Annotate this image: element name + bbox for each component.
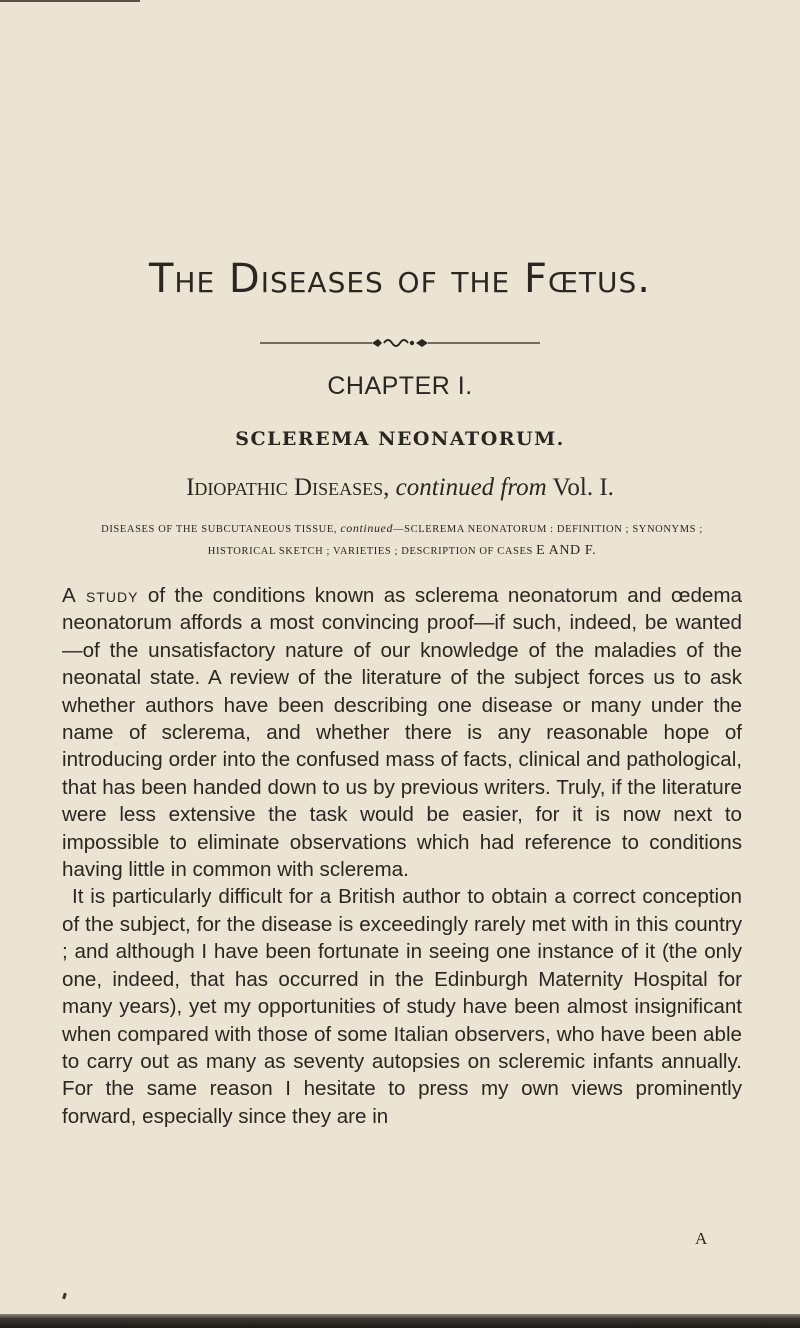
synopsis-continued: continued bbox=[340, 521, 394, 535]
chapter-subject: SCLEREMA NEONATORUM. bbox=[235, 428, 565, 450]
chapter-number: CHAPTER I. bbox=[327, 372, 473, 400]
section-heading-volume: Vol. I. bbox=[552, 474, 614, 501]
paragraph-1 bbox=[62, 582, 742, 883]
paragraph-1-text: of the conditions known as sclerema neonatorum and œdema neonatorum affords a most convincing proof—if such, indeed, be wanted—of the unsatisfactory nature of our knowledge of the maladies of the neonatal state. A review of the literature of the subject forces us to ask whether authors have been describing one disease or many under the name of sclerema, and whether there is any reasonable hope of introducing order into the confused mass of facts, clinical and pathological, that has been handed down to us by previous writers. Truly, if the literature were less extensive the task would be easier, for it is now next to impossible to eliminate observations which had reference to conditions having little in common with sclerema. bbox=[62, 584, 742, 882]
section-heading-main: Idiopathic Diseases, bbox=[186, 474, 390, 501]
section-heading-continued: continued from bbox=[395, 474, 547, 501]
ink-speck bbox=[62, 1293, 67, 1300]
paragraph-1-lead: A study bbox=[62, 584, 139, 607]
synopsis-part-2: —SCLEREMA NEONATORUM : DEFINITION ; SYNONYMS ; HISTORICAL SKETCH ; VARIETIES ; DESCRIPTION OF CASES bbox=[207, 524, 703, 557]
signature-mark: A bbox=[695, 1229, 708, 1248]
paragraph-2: It is particularly difficult for a British author to obtain a correct conception of the subject, for the disease is exceedingly rarely met with in this country ; and although I have been fortunate in seeing one instance of it (the only one, indeed, that has occurred in the Edinburgh Maternity Hospital for many years), yet my opportunities of study have been almost insignificant when compared with those of some Italian observers, who have been able to carry out as many as seventy autopsies on scleremic infants annually. For the same reason I hesitate to press my own views prominently forward, especially since they are in bbox=[62, 885, 742, 1128]
synopsis-cases: E AND F. bbox=[536, 543, 597, 558]
top-edge-rule bbox=[0, 0, 140, 2]
ornament-divider bbox=[260, 336, 540, 350]
chapter-synopsis bbox=[86, 518, 718, 562]
synopsis-part-1: DISEASES OF THE SUBCUTANEOUS TISSUE, bbox=[101, 524, 338, 535]
body-text bbox=[62, 582, 742, 1130]
book-title: The Diseases of the Fœtus. bbox=[149, 256, 651, 302]
scan-bottom-edge bbox=[0, 1314, 800, 1328]
section-heading bbox=[0, 474, 800, 502]
